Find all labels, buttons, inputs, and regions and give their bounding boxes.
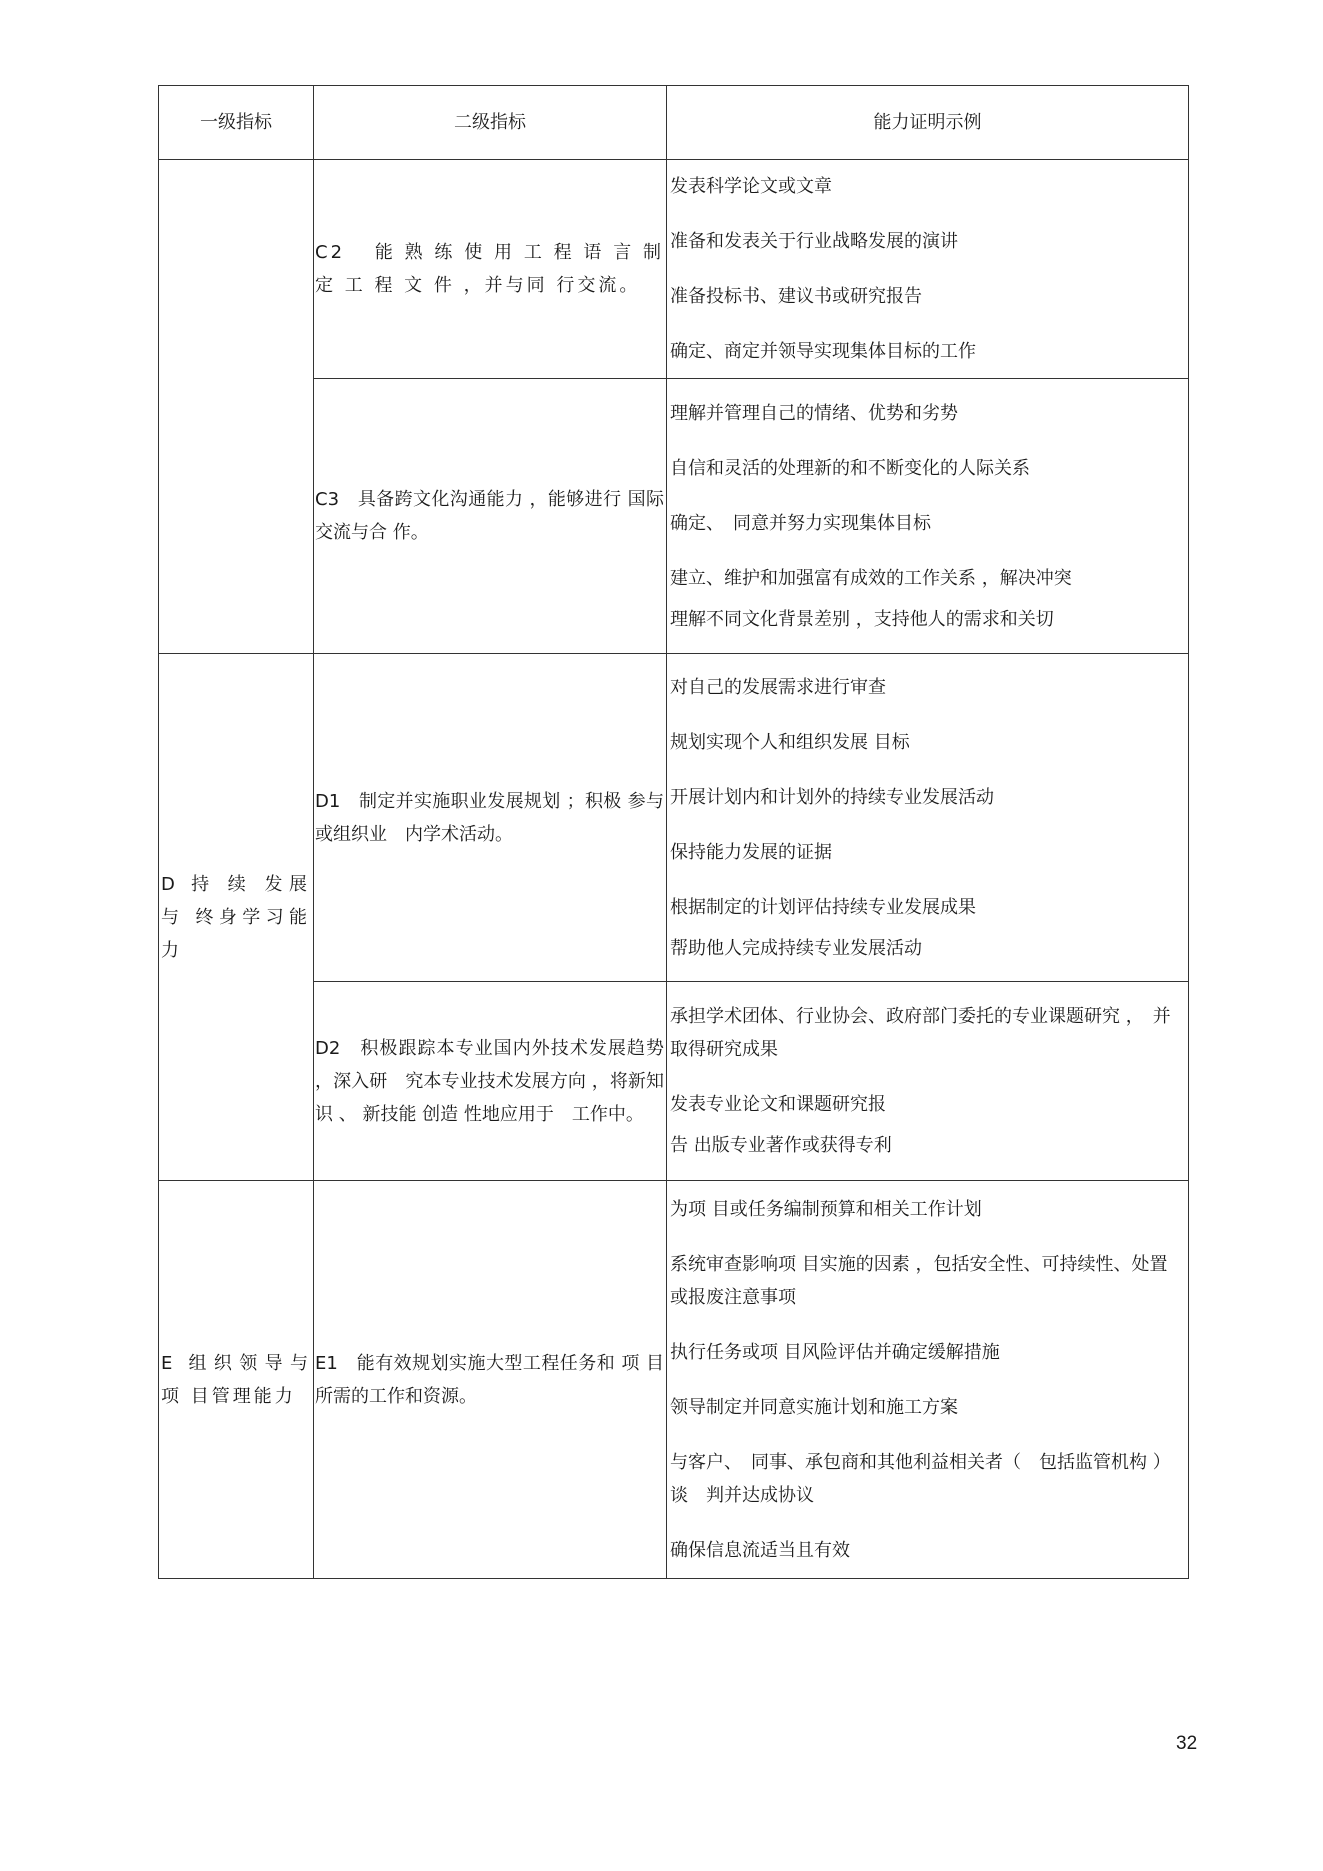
level1-d: D 持 续 发展与 终身学习能 力: [159, 654, 314, 1181]
list-item: 开展计划内和计划外的持续专业发展活动: [670, 786, 994, 808]
level1-c-cell: [159, 160, 314, 654]
list-item: 确定、 同意并努力实现集体目标: [670, 512, 931, 534]
list-item: 准备和发表关于行业战略发展的演讲: [670, 231, 958, 252]
list-item: 准备投标书、建议书或研究报告: [670, 286, 922, 307]
header-level1: 一级指标: [159, 86, 314, 160]
level1-e: E 组织领导与 项 目管理能力: [159, 1181, 314, 1579]
list-item: 自信和灵活的处理新的和不断变化的人际关系: [670, 457, 1030, 479]
list-item: 规划实现个人和组织发展 目标: [670, 731, 910, 753]
list-item: 理解并管理自己的情绪、优势和劣势: [670, 402, 958, 424]
table-row-c3: [159, 379, 1189, 654]
list-item: 帮助他人完成持续专业发展活动: [670, 937, 922, 959]
list-item: 建立、维护和加强富有成效的工作关系 ，解决冲突: [670, 567, 1072, 589]
header-level2: 二级指标: [314, 86, 667, 160]
indicator-d2: D2 积极跟踪本专业国内外技术发展趋势 ，深入研 究本专业技术发展方向 ，将新知 识 、 新技能 创造 性地应用于 工作中。: [314, 982, 667, 1181]
list-item: 确定、商定并领导实现集体目标的工作: [670, 341, 976, 362]
list-item: 理解不同文化背景差别 ，支持他人的需求和关切: [670, 608, 1054, 630]
indicator-e1: E1 能有效规划实施大型工程任务和 项 目所需的工作和资源。: [314, 1181, 667, 1579]
page-number: 32: [1176, 1733, 1198, 1754]
list-item: 领导制定并同意实施计划和施工方案: [670, 1396, 958, 1418]
examples-c2: [667, 160, 1189, 379]
list-item: 告 出版专业著作或获得专利: [670, 1135, 892, 1156]
examples-c3: [667, 379, 1189, 654]
list-item: 根据制定的计划评估持续专业发展成果: [670, 896, 976, 918]
table-row-d2: [159, 982, 1189, 1181]
list-item: 为项 目或任务编制预算和相关工作计划: [670, 1198, 982, 1220]
table-row-e1: [159, 1181, 1189, 1579]
list-item: 保持能力发展的证据: [670, 841, 832, 863]
list-item: 承担学术团体、行业协会、政府部门委托的专业课题研究 ， 并取得研究成果: [670, 1006, 1171, 1060]
list-item: 系统审查影响项 目实施的因素 ，包括安全性、可持续性、处置 或报废注意事项: [670, 1253, 1186, 1308]
list-item: 发表科学论文或文章: [670, 176, 832, 197]
list-item: 确保信息流适当且有效: [670, 1539, 850, 1561]
list-item: 对自己的发展需求进行审查: [670, 676, 886, 698]
examples-d1: [667, 654, 1189, 982]
indicator-d1: D1 制定并实施职业发展规划 ；积极 参与或组织业 内学术活动。: [314, 654, 667, 982]
indicator-table: [158, 85, 1189, 1579]
examples-d2: [667, 982, 1189, 1181]
indicator-c3: C3 具备跨文化沟通能力 ，能够进行 国际交流与合 作。: [314, 379, 667, 654]
list-item: 发表专业论文和课题研究报: [670, 1094, 886, 1115]
list-item: 执行任务或项 目风险评估并确定缓解措施: [670, 1341, 1000, 1363]
header-examples: 能力证明示例: [667, 86, 1189, 160]
examples-e1: [667, 1181, 1189, 1579]
list-item: 与客户、 同事、承包商和其他利益相关者（ 包括监管机构 ）谈 判并达成协议: [670, 1451, 1171, 1506]
table-header-row: [159, 86, 1189, 160]
indicator-c2: C2 能 熟 练 使 用 工 程 语 言 制 定 工 程 文 件 ，并与同 行交流。: [314, 160, 667, 379]
table-row-c2: [159, 160, 1189, 379]
table-row-d1: [159, 654, 1189, 982]
